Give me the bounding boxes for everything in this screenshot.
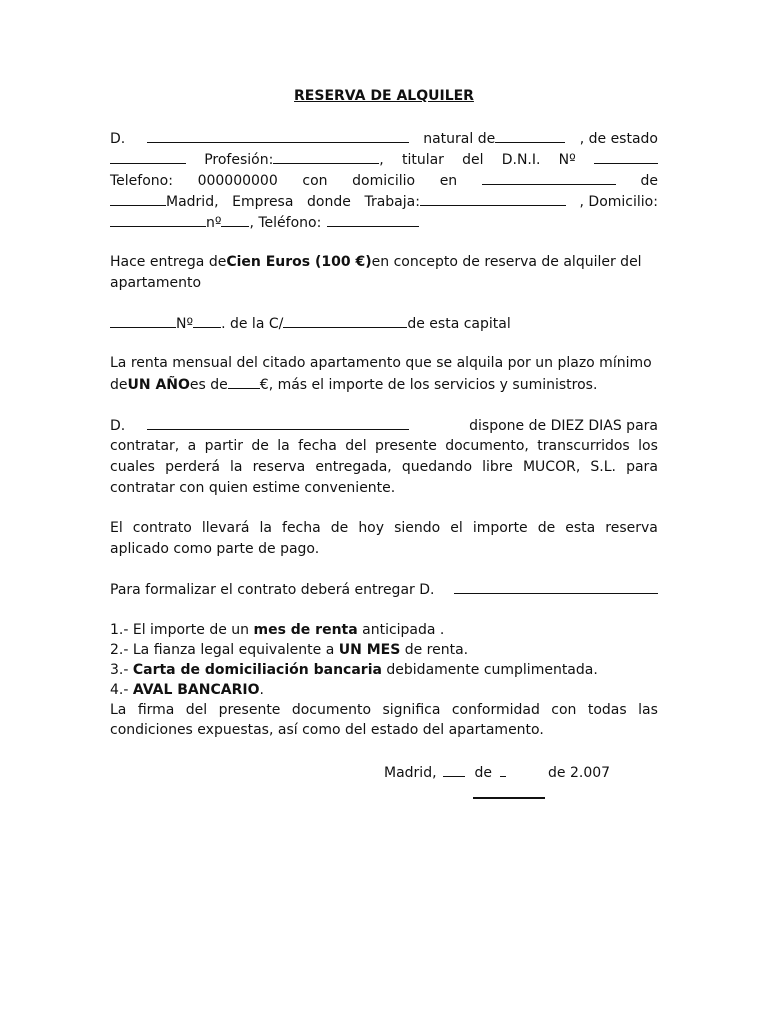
list-item-3: 3.- Carta de domiciliación bancaria debidamente cumplimentada. (110, 662, 598, 678)
profession-blank[interactable] (273, 149, 379, 164)
p5-line2: contratar, a partir de la fecha del presente documento, transcurridos los (110, 438, 658, 454)
phone2-blank[interactable] (327, 212, 419, 227)
p2-line1: Hace entrega de Cien Euros (100 €) en concepto de reserva de alquiler del (110, 254, 642, 270)
p4-line1: La renta mensual del citado apartamento que se alquila por un plazo mínimo (110, 355, 652, 371)
rent-blank[interactable] (228, 374, 260, 389)
city-group: Madrid, (110, 191, 219, 212)
profession-group: Profesión: , (204, 149, 384, 170)
apt-floor-blank[interactable] (193, 313, 221, 328)
date-line: Madrid, de de 2.007 (384, 762, 624, 783)
p1-line1 (110, 128, 658, 149)
p3-line1: Nº . de la C/ de esta capital (110, 313, 658, 334)
origin-blank[interactable] (495, 128, 565, 143)
company-blank[interactable] (420, 191, 566, 206)
p1-line2: Profesión: , titular del D.N.I. Nº (110, 149, 658, 170)
p1-line3: Telefono: 000000000 con domicilio en de (110, 170, 658, 191)
company-group: Trabaja: (364, 191, 565, 212)
p2-line2: apartamento (110, 275, 202, 291)
label-natural: natural de (423, 131, 496, 147)
p6-line2: aplicado como parte de pago. (110, 541, 320, 557)
signature-line[interactable] (473, 797, 545, 799)
list-item-1: 1.- El importe de un mes de renta anticipada . (110, 622, 445, 638)
city-blank[interactable] (110, 191, 166, 206)
deliver-name-blank[interactable] (454, 579, 658, 594)
p8-line2: condiciones expuestas, así como del estado del apartamento. (110, 722, 544, 738)
label-d: D. (110, 131, 126, 147)
p8-line1: La firma del presente documento significa conformidad con todas las (110, 702, 658, 718)
list-item-2: 2.- La fianza legal equivalente a UN MES de renta. (110, 642, 469, 658)
name-blank[interactable] (147, 128, 409, 143)
list-item-4: 4.- AVAL BANCARIO . (110, 682, 264, 698)
marital-blank[interactable] (110, 149, 186, 164)
p7-line1: Para formalizar el contrato deberá entregar D. (110, 579, 658, 600)
document-title: RESERVA DE ALQUILER (294, 88, 474, 104)
p5-line4: contratar con quien estime conveniente. (110, 480, 396, 496)
p4-line2: de UN AÑO es de €, más el importe de los servicios y suministros. (110, 374, 658, 395)
apt-number-blank[interactable] (110, 313, 176, 328)
name2-blank[interactable] (147, 415, 409, 430)
day-blank[interactable] (443, 762, 465, 777)
phone-number: 000000000 (197, 173, 278, 189)
number-blank[interactable] (221, 212, 249, 227)
p5-line1: D. dispone de DIEZ DIAS para (110, 415, 658, 436)
month-blank[interactable] (500, 762, 506, 777)
dni-blank[interactable] (594, 149, 658, 164)
p1-line5: nº , Teléfono: (110, 212, 658, 233)
p5-line3: cuales perderá la reserva entregada, quedando libre MUCOR, S.L. para (110, 459, 658, 475)
address-blank[interactable] (482, 170, 616, 185)
p1-line4: Madrid, Empresa donde Trabaja: , Domicilio: (110, 191, 658, 212)
amount-bold: Cien Euros (100 €) (226, 254, 372, 270)
label-estado: , de estado (579, 131, 658, 147)
company-address-blank[interactable] (110, 212, 206, 227)
street-blank[interactable] (283, 313, 407, 328)
p6-line1: El contrato llevará la fecha de hoy siendo el importe de esta reserva (110, 520, 658, 536)
